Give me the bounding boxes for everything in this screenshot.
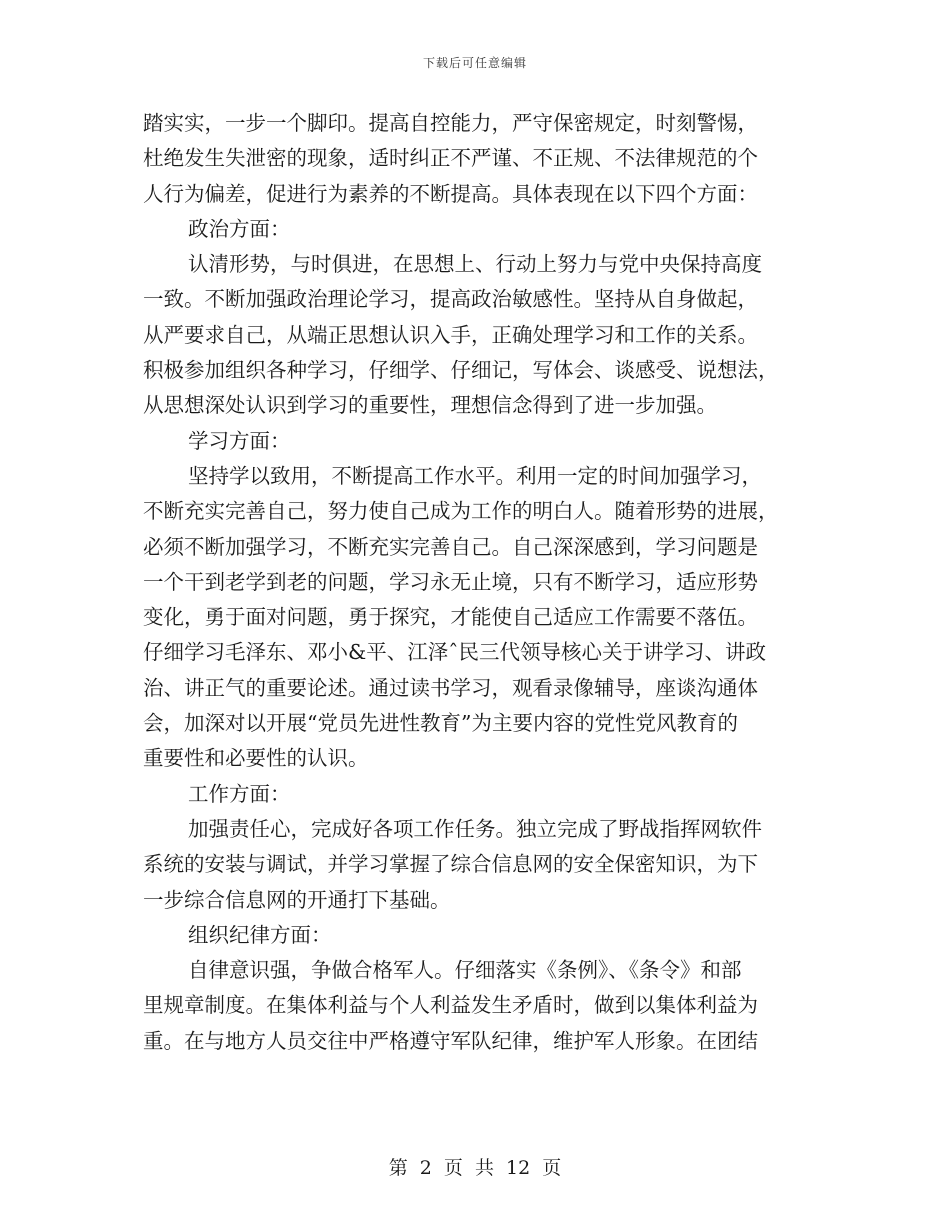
text-line: 不断充实完善自己，努力使自己成为工作的明白人。随着形势的进展， (143, 499, 779, 524)
body-text (143, 106, 809, 1059)
page-number-footer: 第 2 页 共 12 页 (388, 1157, 562, 1179)
text-line: 必须不断加强学习，不断充实完善自己。自己深深感到，学习问题是 (143, 534, 758, 559)
text-line: 系统的安装与调试，并学习掌握了综合信息网的安全保密知识，为下 (143, 852, 758, 877)
text-line: 工作方面： (188, 781, 291, 806)
text-line: 从严要求自己，从端正思想认识入手，正确处理学习和工作的关系。 (143, 322, 758, 347)
text-line: 踏实实，一步一个脚印。提高自控能力，严守保密规定，时刻警惕， (143, 111, 758, 135)
text-line: 学习方面： (188, 428, 291, 453)
text-line: 杜绝发生失泄密的现象，适时纠正不严谨、不正规、不法律规范的个 (143, 146, 758, 171)
text-line: 加强责任心，完成好各项工作任务。独立完成了野战指挥网软件 (188, 816, 762, 841)
text-line: 变化，勇于面对问题，勇于探究，才能使自己适应工作需要不落伍。 (143, 605, 758, 630)
text-line: 一致。不断加强政治理论学习，提高政治敏感性。坚持从自身做起， (143, 287, 758, 312)
text-line: 认清形势，与时俱进，在思想上、行动上努力与党中央保持高度 (188, 252, 762, 277)
text-line: 重。在与地方人员交往中严格遵守军队纪律，维护军人形象。在团结 (143, 1028, 758, 1053)
text-line: 积极参加组织各种学习，仔细学、仔细记，写体会、谈感受、说想法， (143, 358, 779, 383)
text-line: 里规章制度。在集体利益与个人利益发生矛盾时，做到以集体利益为 (143, 993, 758, 1018)
text-line: 组织纪律方面： (188, 922, 332, 947)
text-line: 政治方面： (188, 216, 291, 241)
text-line: 自律意识强，争做合格军人。仔细落实《条例》、《条令》和部 (188, 958, 742, 983)
text-line: 从思想深处认识到学习的重要性，理想信念得到了进一步加强。 (143, 393, 717, 418)
text-line: 一个干到老学到老的问题，学习永无止境，只有不断学习，适应形势 (143, 569, 758, 594)
text-line: 会，加深对以开展“党员先进性教育”为主要内容的党性党风教育的 (143, 711, 738, 736)
page-header: 下载后可任意编辑 (422, 56, 527, 70)
text-line: 坚持学以致用，不断提高工作水平。利用一定的时间加强学习， (188, 463, 762, 488)
text-line: 仔细学习毛泽东、邓小&平、江泽ˆ民三代领导核心关于讲学习、讲政 (143, 640, 766, 665)
text-line: 人行为偏差，促进行为素养的不断提高。具体表现在以下四个方面： (143, 181, 758, 206)
text-line: 治、讲正气的重要论述。通过读书学习，观看录像辅导，座谈沟通体 (143, 675, 758, 700)
text-line: 一步综合信息网的开通打下基础。 (143, 887, 451, 912)
text-line: 重要性和必要性的认识。 (143, 746, 369, 771)
